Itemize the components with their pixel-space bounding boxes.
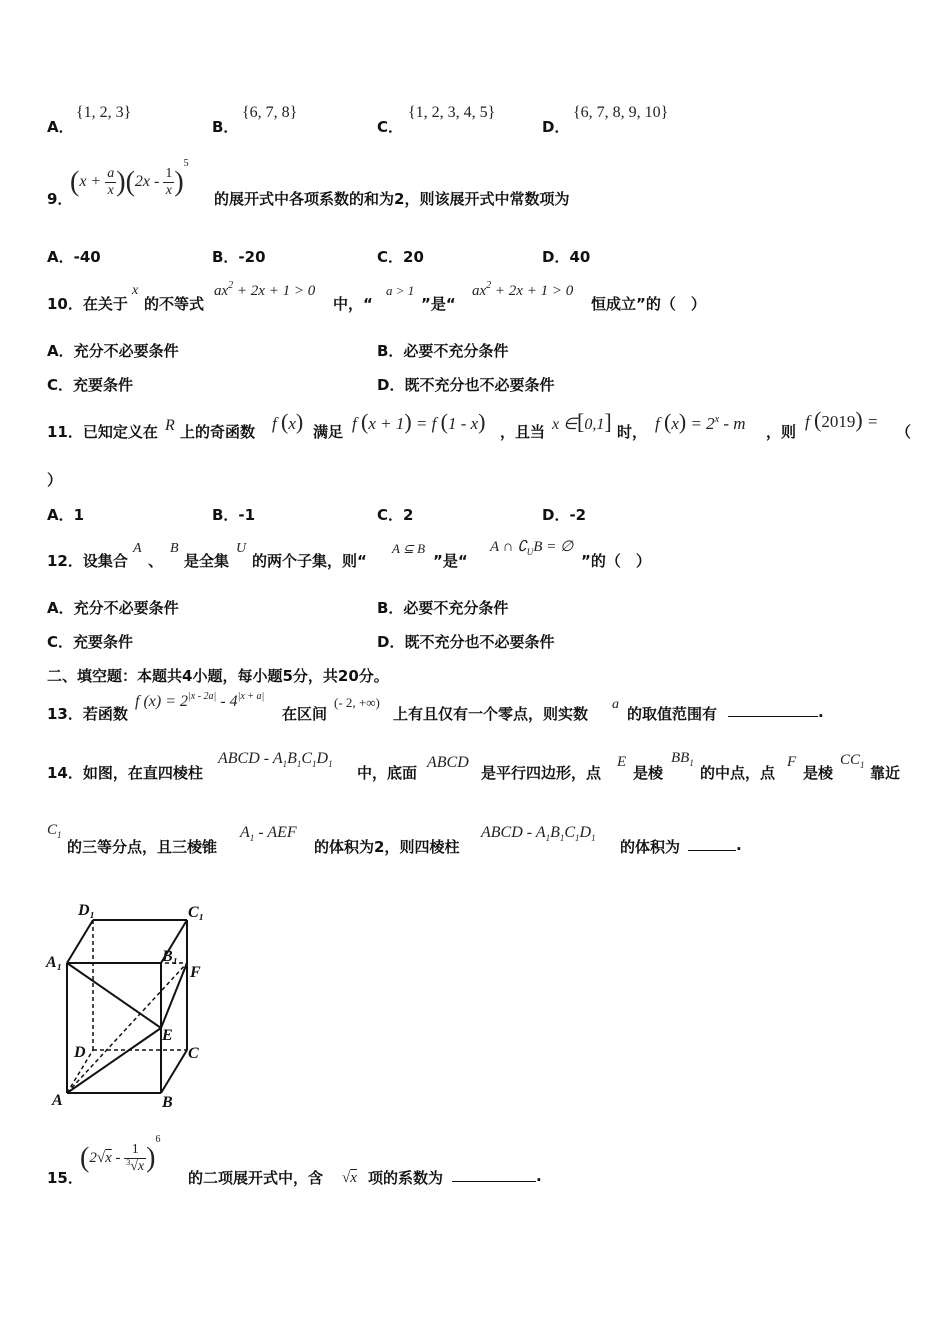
q10-var-x: x: [132, 283, 139, 298]
q12-set-a: A: [133, 541, 142, 556]
q8-option-c-label: C．: [377, 118, 404, 136]
label-e: E: [162, 1027, 173, 1044]
edge-d1a1: [67, 920, 93, 963]
q15-answer-blank[interactable]: [452, 1181, 536, 1182]
section-heading: 二、填空题：本题共4小题，每小题5分，共20分。: [47, 667, 389, 685]
q9-option-a: A．-40: [47, 248, 101, 266]
q11-text-6: （: [896, 423, 912, 441]
q11-symmetry: f (x + 1) = f (1 - x): [352, 409, 486, 434]
label-f: F: [190, 964, 201, 981]
q14-answer-blank[interactable]: [688, 850, 736, 851]
q9-text: 的展开式中各项系数的和为2，则该展开式中常数项为: [214, 190, 570, 208]
label-d: D: [74, 1044, 86, 1061]
q11-text-2: 满足: [313, 423, 344, 441]
q11-option-a: A．1: [47, 506, 85, 524]
q14-text-3: 是棱: [633, 764, 664, 782]
q10-number: 10．在关于: [47, 295, 128, 313]
prism-figure: [40, 895, 220, 1110]
q12-option-d: D．既不充分也不必要条件: [377, 633, 555, 651]
q14-base: ABCD: [427, 754, 469, 771]
q13-end: .: [818, 703, 824, 721]
q11-text-5: ，则: [766, 423, 797, 441]
q11-text-1: 上的奇函数: [180, 423, 256, 441]
q14-text-7: 的三等分点，且三棱锥: [67, 838, 218, 856]
q13-function: f $(x) = 2^{|x - 2a|} - 4^{|x + a|}$: [135, 691, 265, 710]
q8-option-a-label: A．: [47, 118, 74, 136]
q8-option-c-set: {1, 2, 3, 4, 5}: [408, 104, 496, 121]
q11-option-d: D．-2: [542, 506, 587, 524]
q15-expression: (2√x - $\frac{1}{^3√x}$ )$^6$: [80, 1133, 161, 1174]
q9-number: 9．: [47, 190, 73, 208]
q10-option-a: A．充分不必要条件: [47, 342, 179, 360]
segment-a1e: [67, 963, 161, 1028]
label-c1: C₁: [188, 904, 205, 921]
q10-inequality: $ax^2 + 2x + 1 > 0$: [214, 280, 316, 299]
q8-option-d-label: D．: [542, 118, 570, 136]
label-a: A: [52, 1092, 63, 1109]
q9-expression: (x + $\frac{a}{x}$ )(2x - $\frac{1}{x}$ )$^5$: [70, 158, 189, 198]
q12-subset: A ⊆ B: [392, 541, 426, 556]
edge-bc: [161, 1050, 187, 1093]
q12-text-4: ”是“: [433, 552, 468, 570]
q10-text-2: 中，“: [333, 295, 373, 313]
q14-edge-bb1: $BB_1$: [671, 750, 694, 768]
q13-text-3: 的取值范围有: [627, 705, 718, 723]
q15-text-2: 项的系数为: [368, 1169, 444, 1187]
q10-option-c: C．充要条件: [47, 376, 134, 394]
q14-text-4: 的中点，点: [700, 764, 776, 782]
q15-number: 15．: [47, 1169, 83, 1187]
q10-text-1: 的不等式: [144, 295, 205, 313]
q10-inequality-2: $ax^2 + 2x + 1 > 0$: [472, 280, 574, 299]
q10-text-4: 恒成立”的（ ）: [591, 295, 706, 313]
q15-term: √x: [342, 1170, 357, 1186]
q14-text-2: 是平行四边形，点: [481, 764, 602, 782]
q12-text-1: 、: [148, 552, 164, 570]
q14-prism: ABCD - $A_1B_1C_1D_1$: [218, 750, 333, 769]
q11-definition: f $(x) = 2^x - m$: [655, 409, 746, 434]
q12-set-b: B: [170, 541, 179, 556]
q11-option-b: B．-1: [212, 506, 256, 524]
q10-text-3: ”是“: [421, 295, 456, 313]
q15-end: .: [536, 1167, 542, 1185]
q11-text-4: 时，: [617, 423, 648, 441]
q14-prism-2: ABCD - $A_1B_1C_1D_1$: [481, 824, 596, 843]
q9-option-c: C．20: [377, 248, 424, 266]
label-c: C: [188, 1045, 199, 1062]
q11-fx: f (x): [272, 409, 304, 434]
label-d1: D₁: [78, 902, 96, 919]
q14-text-5: 是棱: [803, 764, 834, 782]
q14-text-1: 中，底面: [357, 764, 418, 782]
q14-text-9: 的体积为: [620, 838, 681, 856]
q11-text-3: ，且当: [500, 423, 546, 441]
q10-option-d: D．既不充分也不必要条件: [377, 376, 555, 394]
q12-option-a: A．充分不必要条件: [47, 599, 179, 617]
q13-var-a: a: [612, 697, 619, 712]
q12-option-b: B．必要不充分条件: [377, 599, 509, 617]
q13-number: 13．若函数: [47, 705, 128, 723]
q14-point-e: E: [617, 754, 627, 770]
label-b: B: [162, 1094, 173, 1110]
q11-number: 11．已知定义在: [47, 423, 158, 441]
q13-text-1: 在区间: [282, 705, 328, 723]
segment-ef: [161, 963, 187, 1028]
q14-point-f: F: [787, 754, 797, 770]
q8-option-b-set: {6, 7, 8}: [242, 104, 298, 121]
q9-option-b: B．-20: [212, 248, 266, 266]
q12-number: 12．设集合: [47, 552, 128, 570]
q14-end: .: [736, 836, 742, 854]
q15-text-1: 的二项展开式中，含: [188, 1169, 324, 1187]
q13-answer-blank[interactable]: [728, 716, 818, 717]
q10-condition: a > 1: [386, 283, 415, 298]
q11-text-7: ）: [47, 471, 63, 489]
q14-text-6: 靠近: [870, 764, 901, 782]
q8-option-a-set: {1, 2, 3}: [76, 104, 132, 121]
q14-pyramid: $A_1$ - AEF: [240, 824, 297, 843]
q12-text-2: 是全集: [184, 552, 230, 570]
q9-option-d: D．40: [542, 248, 591, 266]
q12-text-5: ”的（ ）: [581, 552, 651, 570]
label-b1: B₁: [162, 948, 179, 965]
q12-text-3: 的两个子集，则“: [252, 552, 367, 570]
q11-set-r: R: [165, 417, 175, 434]
q11-f2019: f (2019) =: [805, 407, 879, 432]
q8-option-d-set: {6, 7, 8, 9, 10}: [573, 104, 669, 121]
q14-point-c1: $C_1$: [47, 822, 62, 840]
q12-option-c: C．充要条件: [47, 633, 134, 651]
q11-option-c: C．2: [377, 506, 414, 524]
q14-number: 14．如图，在直四棱柱: [47, 764, 203, 782]
q14-text-8: 的体积为2，则四棱柱: [314, 838, 460, 856]
q8-option-b-label: B．: [212, 118, 239, 136]
q10-option-b: B．必要不充分条件: [377, 342, 509, 360]
label-a1: A₁: [46, 954, 63, 971]
q11-interval: x ∈[0,1]: [552, 409, 612, 434]
q12-universal-set: U: [236, 541, 247, 556]
q14-edge-cc1: $CC_1$: [840, 752, 865, 770]
q13-interval: (- 2, +∞): [334, 695, 380, 710]
q13-text-2: 上有且仅有一个零点，则实数: [393, 705, 589, 723]
q12-intersection: A ∩ $∁_UB$ = ∅: [490, 539, 574, 557]
